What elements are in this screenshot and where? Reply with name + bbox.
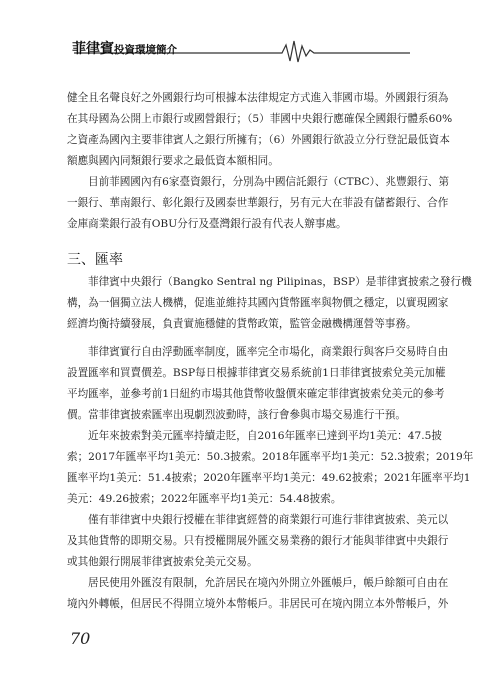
paragraph-line: 金庫商業銀行設有OBU分行及臺灣銀行設有代表人辦事處。 bbox=[67, 218, 347, 230]
residents-paragraph bbox=[67, 573, 449, 615]
paragraph-line: 構，為一個獨立法人機構，促進並維持其國內貨幣匯率與物價之穩定，以實現國家 bbox=[67, 297, 449, 309]
authorized-banks-paragraph bbox=[67, 510, 449, 573]
paragraph-line: 額應與國內同類銀行要求之最低資本額相同。 bbox=[67, 155, 279, 167]
taiwan-banks-paragraph bbox=[67, 172, 450, 235]
section-heading-exchange-rate: 三、匯率 bbox=[67, 252, 123, 268]
paragraph-line: 在其母國為公開上市銀行或國營銀行；（5）菲國中央銀行應確保全國銀行體系60% bbox=[67, 113, 453, 125]
paragraph-line: 境內外轉帳，但居民不得開立境外本幣帳戶。非居民可在境內開立本外幣帳戶，外 bbox=[67, 598, 449, 610]
historical-rates-paragraph bbox=[67, 426, 474, 510]
paragraph-line: 居民使用外匯沒有限制，允許居民在境內外開立外匯帳戶，帳戶餘額可自由在 bbox=[88, 577, 449, 589]
header-title-subtitle: 投資環境簡介 bbox=[114, 44, 177, 56]
header-title-country: 菲律賓 bbox=[72, 41, 114, 57]
paragraph-line: 及其他貨幣的即期交易。只有授權開展外匯交易業務的銀行才能與菲律賓中央銀行 bbox=[67, 535, 449, 547]
paragraph-line: 美元：49.26披索；2022年匯率平均1美元：54.48披索。 bbox=[67, 493, 342, 505]
paragraph-line: 一銀行、華南銀行、彰化銀行及國泰世華銀行，另有元大在菲設有儲蓄銀行、合作 bbox=[67, 197, 449, 209]
paragraph-line: 菲律賓實行自由浮動匯率制度，匯率完全市場化，商業銀行與客戶交易時自由 bbox=[88, 346, 449, 358]
paragraph-line: 索；2017年匯率平均1美元：50.3披索。2018年匯率平均1美元：52.3披索；2019年 bbox=[67, 451, 474, 463]
paragraph-line: 菲律賓中央銀行（Bangko Sentral ng Pilipinas，BSP）是菲律賓披索之發行機 bbox=[88, 276, 472, 288]
paragraph-line: 經濟均衡持續發展，負責實施穩健的貨幣政策，監管金融機構運營等事務。 bbox=[67, 318, 417, 330]
paragraph-line: 設置匯率和買賣價差。BSP每日根據菲律賓交易系統前1日菲律賓披索兌美元加權 bbox=[67, 367, 446, 379]
paragraph-line: 匯率平均1美元：51.4披索；2020年匯率平均1美元：49.62披索；2021年匯率平均1 bbox=[67, 472, 471, 484]
paragraph-line: 健全且名聲良好之外國銀行均可根據本法律規定方式進入菲國市場。外國銀行須為 bbox=[67, 92, 449, 104]
paragraph-line: 或其他銀行開展菲律賓披索兌美元交易。 bbox=[67, 556, 258, 568]
paragraph-line: 近年來披索對美元匯率持續走貶，自2016年匯率已達到平均1美元：47.5披 bbox=[88, 430, 442, 442]
paragraph-line: 平均匯率，並參考前1日紐約市場其他貨幣收盤價來確定菲律賓披索兌美元的參考 bbox=[67, 388, 445, 400]
page-number: 70 bbox=[70, 629, 91, 648]
paragraph-line: 之資產為國內主要菲律賓人之銀行所擁有；（6）外國銀行欲設立分行登記最低資本 bbox=[67, 134, 450, 146]
paragraph-line: 價。當菲律賓披索匯率出現劇烈波動時，該行會參與市場交易進行干預。 bbox=[67, 409, 406, 421]
paragraph-line: 目前菲國國內有6家臺資銀行，分別為中國信託銀行（CTBC）、兆豐銀行、第 bbox=[88, 176, 450, 188]
central-bank-paragraph bbox=[67, 272, 472, 335]
running-header bbox=[72, 34, 412, 64]
header-title bbox=[72, 38, 177, 58]
paragraph-line: 僅有菲律賓中央銀行授權在菲律賓經營的商業銀行可進行菲律賓披索、美元以 bbox=[88, 514, 449, 526]
floating-rate-paragraph bbox=[67, 342, 449, 426]
heartbeat-wave-line bbox=[210, 41, 410, 62]
intro-paragraph bbox=[67, 88, 453, 172]
